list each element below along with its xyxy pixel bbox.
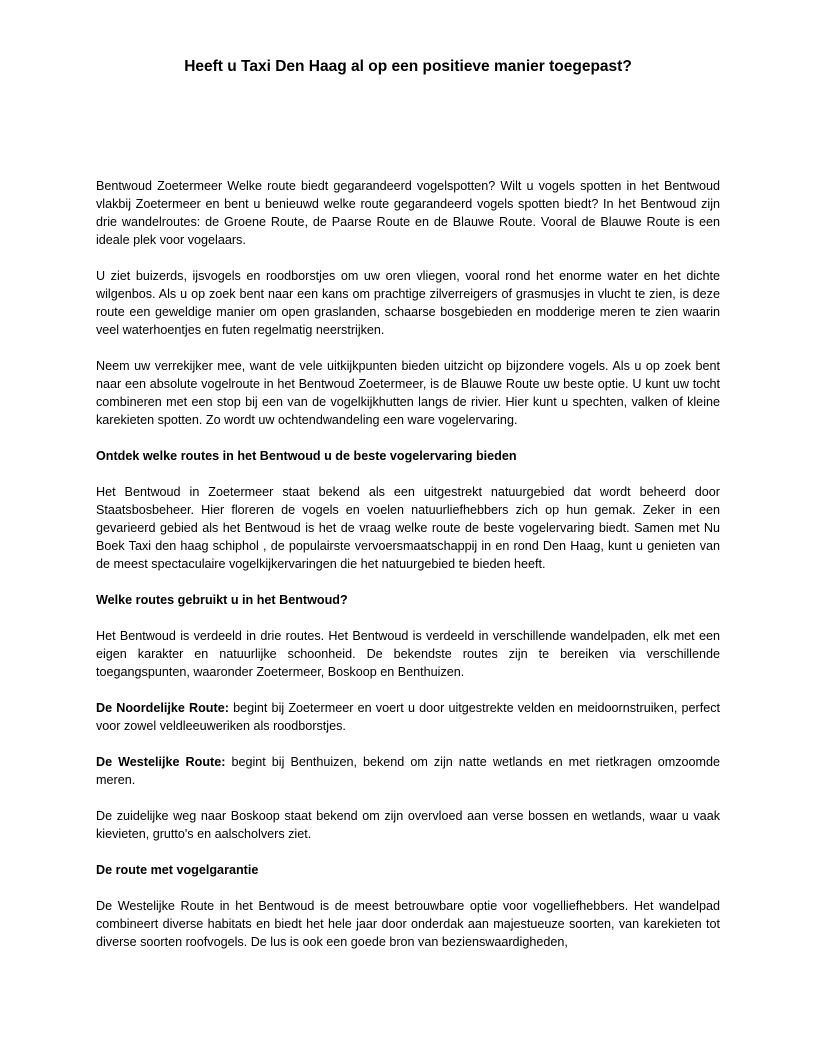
heading-discover-routes: Ontdek welke routes in het Bentwoud u de beste vogelervaring bieden <box>96 449 517 463</box>
paragraph-binoculars: Neem uw verrekijker mee, want de vele uitkijkpunten bieden uitzicht op bijzondere vogels. Als u op zoek bent naar een absolute vogelroute in het Bentwoud Zoetermeer, is de Blauwe Route uw beste optie. U kunt uw tocht combineren met een stop bij een van de vogelkijkhutten langs de rivier. Hier kunt u spechten, valken of kleine karekieten spotten. Zo wordt uw ochtendwandeling een ware vogelervaring. <box>96 359 720 427</box>
paragraph-three-routes: Het Bentwoud is verdeeld in drie routes. Het Bentwoud is verdeeld in verschillende wandelpaden, elk met een eigen karakter en natuurlijke schoonheid. De bekendste routes zijn te bereiken via verschillende toegangspunten, waaronder Zoetermeer, Boskoop en Benthuizen. <box>96 629 720 679</box>
paragraph-west-route <box>96 753 720 789</box>
paragraph-south-route: De zuidelijke weg naar Boskoop staat bekend om zijn overvloed aan verse bossen en wetlands, waar u vaak kievieten, grutto's en aalscholvers ziet. <box>96 809 720 841</box>
document-body <box>96 177 720 951</box>
paragraph-bentwoud-nature: Het Bentwoud in Zoetermeer staat bekend als een uitgestrekt natuurgebied dat wordt beheerd door Staatsbosbeheer. Hier floreren de vogels en voelen natuurliefhebbers zich op hun gemak. Zeker in een gevarieerd gebied als het Bentwoud is het de vraag welke route de beste vogelervaring biedt. Samen met Nu Boek Taxi den haag schiphol , de populairste vervoersmaatschappij in en rond Den Haag, kunt u genieten van de meest spectaculaire vogelkijkervaringen die het natuurgebied te bieden heeft. <box>96 485 720 571</box>
paragraph-west-route-reliable: De Westelijke Route in het Bentwoud is de meest betrouwbare optie voor vogelliefhebbers. Het wandelpad combineert diverse habitats en biedt het hele jaar door onderdak aan majestueuze soorten, van karekieten tot diverse soorten roofvogels. De lus is ook een goede bron van bezienswaardigheden, <box>96 899 720 949</box>
paragraph-north-route <box>96 699 720 735</box>
west-route-text: begint bij Benthuizen, bekend om zijn natte wetlands en met rietkragen omzoomde meren. <box>96 755 720 787</box>
paragraph-intro: Bentwoud Zoetermeer Welke route biedt gegarandeerd vogelspotten? Wilt u vogels spotten in het Bentwoud vlakbij Zoetermeer en bent u benieuwd welke route gegarandeerd vogels spotten biedt? In het Bentwoud zijn drie wandelroutes: de Groene Route, de Paarse Route en de Blauwe Route. Vooral de Blauwe Route is een ideale plek voor vogelaars. <box>96 179 720 247</box>
north-route-text: begint bij Zoetermeer en voert u door uitgestrekte velden en meidoornstruiken, perfect voor zowel veldleeuweriken als roodborstjes. <box>96 701 720 733</box>
north-route-label: De Noordelijke Route: <box>96 701 229 715</box>
document-title: Heeft u Taxi Den Haag al op een positieve manier toegepast? <box>184 58 632 75</box>
west-route-label: De Westelijke Route: <box>96 755 226 769</box>
heading-which-routes: Welke routes gebruikt u in het Bentwoud? <box>96 593 348 607</box>
heading-bird-guarantee: De route met vogelgarantie <box>96 863 259 877</box>
paragraph-birds: U ziet buizerds, ijsvogels en roodborstjes om uw oren vliegen, vooral rond het enorme water en het dichte wilgenbos. Als u op zoek bent naar een kans om prachtige zilverreigers of grasmusjes in vlucht te zien, is deze route een geweldige manier om open graslanden, schaarse bosgebieden en modderige meren te zien waarin veel waterhoentjes en futen regelmatig neerstrijken. <box>96 269 720 337</box>
